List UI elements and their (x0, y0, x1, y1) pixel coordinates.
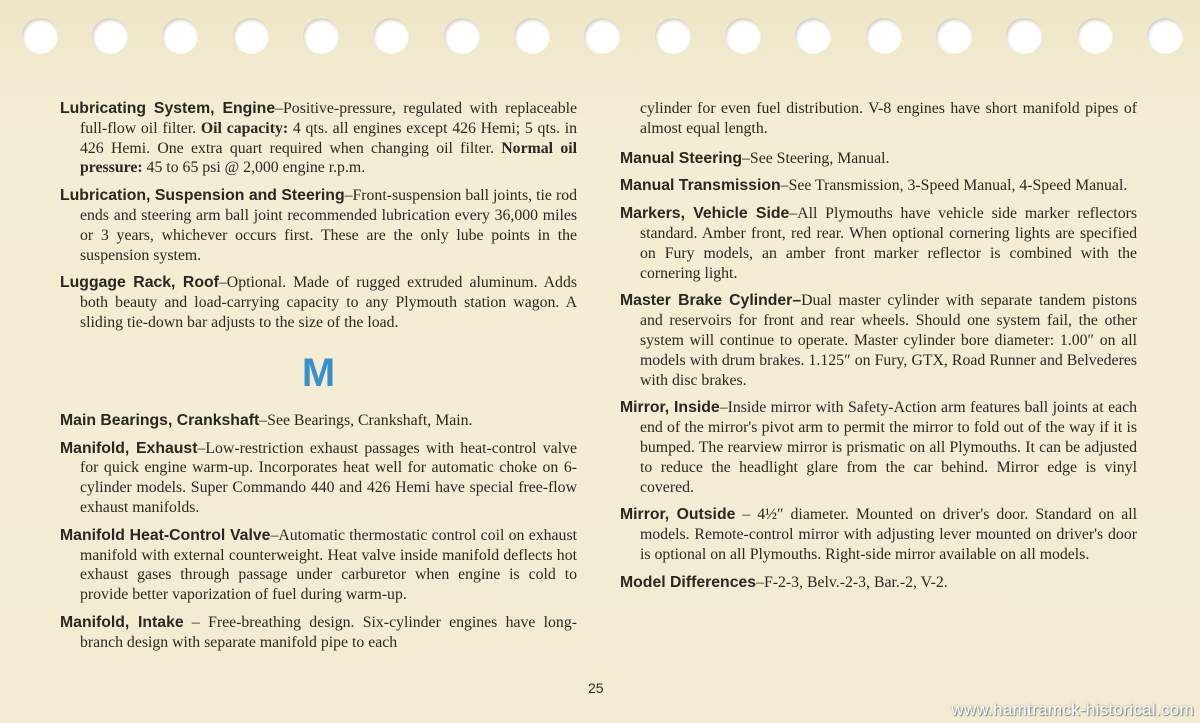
entry-text: –See Transmission, 3-Speed Manual, 4-Speed Manual. (780, 177, 1128, 195)
binder-hole (1006, 18, 1042, 54)
entry-term: Lubrication, Suspension and Steering (60, 187, 345, 205)
glossary-entry (620, 204, 1137, 283)
entry-text: –Inside mirror with Safety-Action arm features ball joints at each end of the mirror's pivot arm to permit the mirror to fold out of the way if it is bumped. The rearview mirror is prismatic on all Plymouths. It can be adjusted to reduce the headlight glare from the car behind. Mirror edge is vinyl covered. (640, 399, 1137, 496)
binder-holes (0, 18, 1200, 58)
entry-text: – Free-breathing design. Six-cylinder engines have long-branch design with separate manifold pipe to each (80, 613, 577, 651)
entry-term: Main Bearings, Crankshaft (60, 411, 260, 429)
entry-text: –See Steering, Manual. (742, 149, 890, 167)
entry-text: –Positive-pressure, regulated with replaceable full-flow oil filter. (80, 100, 578, 137)
glossary-entry (620, 573, 1137, 593)
glossary-entry (60, 99, 577, 178)
glossary-entry (620, 176, 1137, 196)
entry-text: –Optional. Made of rugged extruded aluminum. Adds both beauty and load-carrying capacity to any Plymouth station wagon. A sliding tie-down bar adjusts to the size of the load. (80, 274, 578, 331)
entry-text: –Automatic thermostatic control coil on exhaust manifold with external counterweight. Heat valve inside manifold deflects hot exhaust gases through passage under carburetor when engine is cold to provide better vaporization of fuel during warm-up. (80, 526, 577, 604)
entry-text: –Front-suspension ball joints, tie rod ends and steering arm ball joint recommended lubrication every 36,000 miles or 3 years, whichever occurs first. These are the only lube points in the suspension system. (80, 187, 577, 264)
binder-hole (1077, 18, 1113, 54)
entry-term: Mirror, Inside (620, 399, 720, 417)
binder-hole (1147, 18, 1183, 54)
binder-hole (92, 18, 128, 54)
entry-text: –All Plymouths have vehicle side marker reflectors standard. Amber front, red rear. When optional cornering lights are specified on Fury models, an amber front marker reflector is combined with the cornering light. (640, 205, 1137, 282)
binder-hole (936, 18, 972, 54)
entry-term: Manifold Heat-Control Valve (60, 526, 271, 544)
binder-hole (233, 18, 269, 54)
binder-hole (655, 18, 691, 54)
glossary-entry (620, 149, 1137, 169)
binder-hole (514, 18, 550, 54)
entry-text: 45 to 65 psi @ 2,000 engine r.p.m. (142, 159, 366, 177)
entry-term: Manual Steering (620, 149, 743, 167)
entry-term: Manifold, Exhaust (60, 439, 198, 457)
entry-continuation: cylinder for even fuel distribution. V-8 engines have short manifold pipes of almost equal length. (640, 100, 1137, 137)
left-column (60, 99, 577, 661)
glossary-entry (60, 613, 577, 653)
glossary-entry (60, 439, 577, 518)
entry-text: 4 qts. all engines except 426 Hemi; 5 qts. in 426 Hemi. One extra quart required when changing oil filter. (80, 119, 577, 157)
binder-hole (444, 18, 480, 54)
binder-hole (795, 18, 831, 54)
glossary-entry (60, 186, 577, 265)
binder-hole (373, 18, 409, 54)
binder-hole (866, 18, 902, 54)
entry-text: –F-2-3, Belv.-2-3, Bar.-2, V-2. (756, 573, 948, 591)
watermark-url: www.hamtramck-historical.com (951, 700, 1194, 719)
entry-term: Manifold, Intake (60, 613, 184, 631)
binder-hole (303, 18, 339, 54)
entry-bold-label: Oil capacity: (200, 119, 289, 137)
entry-term: Mirror, Outside (620, 506, 736, 524)
glossary-entry (620, 398, 1137, 497)
glossary-entry (620, 291, 1137, 390)
binder-hole (162, 18, 198, 54)
entry-text: – 4½″ diameter. Mounted on driver's door. Standard on all models. Remote-control mirror with adjusting lever mounted on driver's door is optional on all Plymouths. Right-side mirror available on all models. (640, 506, 1138, 563)
entry-term: Markers, Vehicle Side (620, 205, 790, 223)
binder-hole (584, 18, 620, 54)
glossary-entry (620, 505, 1137, 564)
binder-hole (22, 18, 58, 54)
glossary-entry (60, 526, 577, 605)
glossary-entry (60, 411, 577, 431)
section-letter: M (301, 350, 336, 395)
entry-term: Master Brake Cylinder– (620, 292, 802, 310)
entry-text: –See Bearings, Crankshaft, Main. (259, 411, 473, 429)
entry-bold-label: Normal oil pressure: (80, 139, 578, 177)
entry-text: –Low-restriction exhaust passages with heat-control valve for quick engine warm-up. Incorporates heat well for automatic choke on 6-cylinder models. Super Commando 440 and 426 Hemi have special free-flow exhaust manifolds. (80, 439, 577, 516)
entry-text: Dual master cylinder with separate tandem pistons and reservoirs for front and rear wheels. Should one system fail, the other system will continue to operate. Master cylinder bore diameter: 1.00″ on all models with drum brakes. 1.125″ on Fury, GTX, Road Runner and Belvederes with disc brakes. (640, 292, 1137, 389)
entry-term: Luggage Rack, Roof (60, 274, 219, 292)
binder-hole (725, 18, 761, 54)
entry-term: Model Differences (620, 573, 757, 591)
entry-term: Lubricating System, Engine (60, 100, 276, 117)
glossary-entry (60, 273, 577, 332)
entry-term: Manual Transmission (620, 177, 781, 195)
right-column (620, 99, 1137, 601)
page-number: 25 (588, 680, 604, 696)
